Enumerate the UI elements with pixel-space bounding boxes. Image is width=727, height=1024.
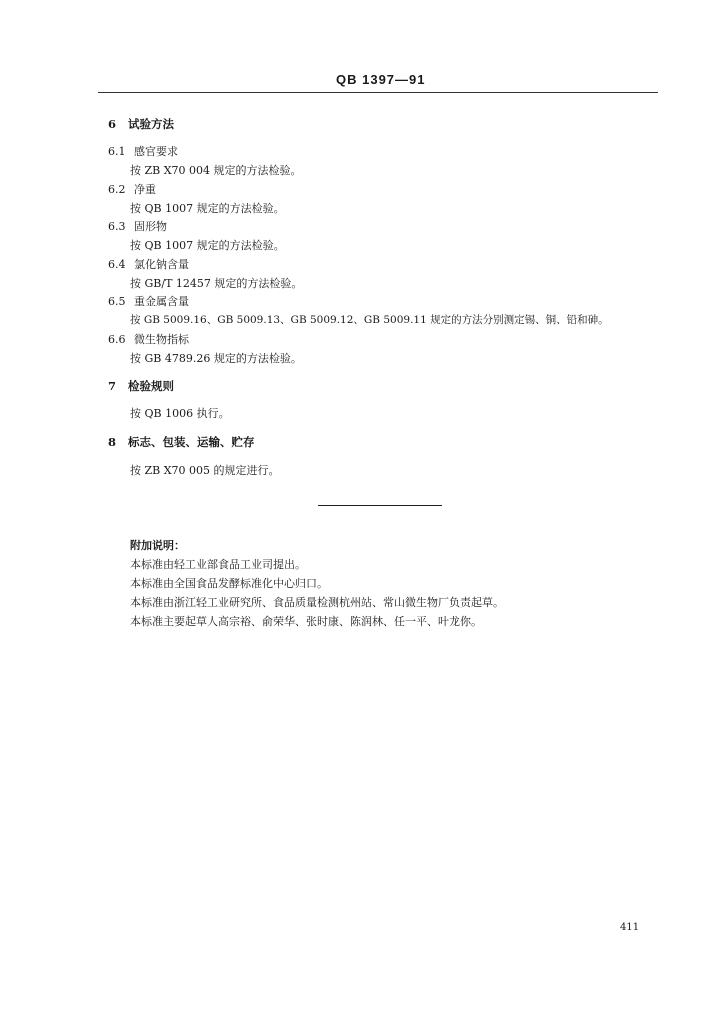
clause-title: 微生物指标: [134, 333, 189, 346]
section-6-heading: [108, 116, 174, 132]
clause-number: 6.2: [108, 183, 126, 196]
section-number: 7: [108, 379, 117, 393]
notes-line: 本标准由浙江轻工业研究所、食品质量检测杭州站、常山微生物厂负责起草。: [130, 596, 504, 609]
header-rule: [98, 92, 658, 93]
clause-title: 固形物: [134, 220, 167, 233]
clause-title: 净重: [134, 183, 156, 196]
clause-number: 6.3: [108, 220, 126, 233]
section-title: 试验方法: [128, 117, 174, 131]
section-7-text: 按 QB 1006 执行。: [130, 407, 230, 420]
clause-6-2-heading: [108, 181, 156, 197]
notes-line: 本标准主要起草人高宗裕、俞荣华、张时康、陈润林、任一平、叶龙你。: [130, 615, 482, 628]
clause-6-1-text: 按 ZB X70 004 规定的方法检验。: [130, 164, 302, 177]
section-number: 8: [108, 435, 117, 449]
clause-6-6-heading: [108, 331, 189, 347]
end-of-text-rule: [318, 505, 442, 506]
section-title: 标志、包装、运输、贮存: [128, 435, 255, 449]
clause-6-4-text: 按 GB/T 12457 规定的方法检验。: [130, 277, 303, 290]
clause-number: 6.5: [108, 295, 126, 308]
clause-6-6-text: 按 GB 4789.26 规定的方法检验。: [130, 352, 302, 365]
clause-6-4-heading: [108, 256, 189, 272]
clause-title: 重金属含量: [134, 295, 189, 308]
clause-6-2-text: 按 QB 1007 规定的方法检验。: [130, 202, 285, 215]
clause-6-3-heading: [108, 218, 167, 234]
clause-number: 6.1: [108, 145, 126, 158]
notes-line: 本标准由轻工业部食品工业司提出。: [130, 558, 306, 571]
section-8-heading: [108, 434, 255, 450]
clause-6-3-text: 按 QB 1007 规定的方法检验。: [130, 239, 285, 252]
clause-6-1-heading: [108, 143, 178, 159]
page-number: 411: [620, 922, 640, 933]
notes-title: 附加说明：: [130, 539, 185, 552]
clause-number: 6.6: [108, 333, 126, 346]
clause-title: 氯化钠含量: [134, 258, 189, 271]
section-7-heading: [108, 378, 174, 394]
standard-code: QB 1397—91: [336, 72, 426, 87]
notes-line: 本标准由全国食品发酵标准化中心归口。: [130, 577, 328, 590]
clause-6-5-heading: [108, 293, 189, 309]
clause-title: 感官要求: [134, 145, 178, 158]
section-number: 6: [108, 117, 117, 131]
section-8-text: 按 ZB X70 005 的规定进行。: [130, 464, 280, 477]
section-title: 检验规则: [128, 379, 174, 393]
clause-number: 6.4: [108, 258, 126, 271]
clause-6-5-text: 按 GB 5009.16、GB 5009.13、GB 5009.12、GB 5009.11 规定的方法分别测定锡、铜、铅和砷。: [130, 314, 609, 326]
